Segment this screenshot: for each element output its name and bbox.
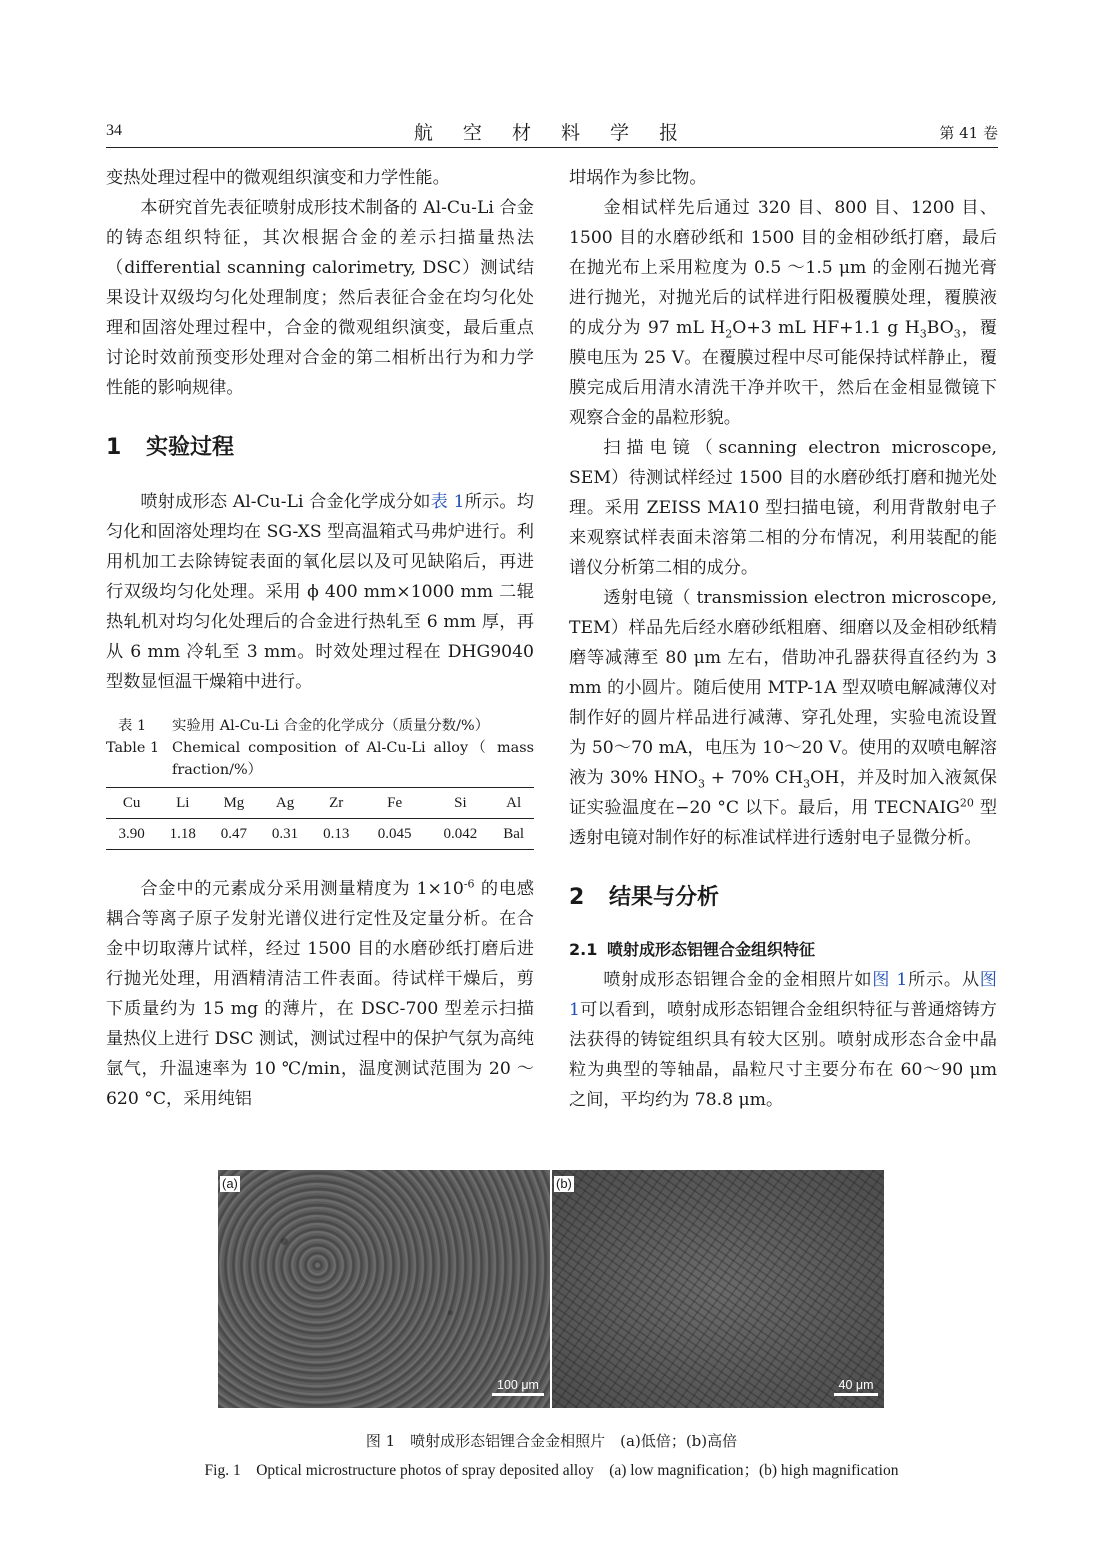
section-title: 结果与分析 [609,885,720,910]
scale-bar [492,1378,544,1396]
table-cell: 0.042 [443,826,478,842]
panel-label: (b) [556,1176,572,1191]
section-number: 2 [569,885,585,910]
table-header: Cu [122,795,141,811]
section-number: 1 [106,435,122,460]
running-header [106,118,998,148]
table-label-cn: 表 1 [118,718,147,734]
table-header: Zr [329,795,344,811]
scale-bar-label: 100 μm [497,1378,539,1392]
table-cell: 0.31 [271,826,299,842]
paragraph: 变热处理过程中的微观组织演变和力学性能。 [106,168,450,188]
subsection-heading-2-1 [569,935,997,965]
figure-1 [218,1170,884,1408]
scale-bar-line [492,1393,544,1396]
table-cell: Bal [503,826,525,842]
paragraph: 透射电镜（ transmission electron microscope, TEM）样品先后经水磨砂纸粗磨、细磨以及金相砂纸精磨等减薄至 80 μm 左右，借助冲孔器获得直径约为 3 mm 的小圆片。随后使用 MTP-1A 型双喷电解减薄仪对制作好的圆片样品进行减薄、穿孔处理，实验电流设置为 50～70 mA，电压为 10～20 V。使用的双喷电解溶液为 30% $HNO_3 + 70\%$ $CH_3OH$，并及时加入液氮保证实验温度在−20 °C 以下。最后，用 TECNAIG$^{20}$ 型透射电镜对制作好的标准试样进行透射电子显微分析。 [569,588,998,848]
table-header: Si [454,795,467,811]
paragraph: 合金中的元素成分采用测量精度为 $1\times 10^{-6}$ 的电感耦合等离子原子发射光谱仪进行定性及定量分析。在合金中切取薄片试样，经过 1500 目的水磨砂纸打磨后进行抛光处理，用酒精清洁工件表面。待试样干燥后，剪下质量约为 15 mg 的薄片，在 DSC-700 型差示扫描量热仪上进行 DSC 测试，测试过程中的保护气氛为高纯氩气，升温速率为 10 ℃/min，温度测试范围为 20 ～620 °C，采用纯铝 [106,877,535,1109]
section-title: 实验过程 [146,435,235,460]
table-cell: 0.13 [323,826,350,842]
table-cell: 1.18 [169,826,196,842]
table-cell: 0.045 [377,826,412,842]
page-number: 34 [106,122,122,139]
scale-bar [834,1378,878,1396]
table-header: Mg [223,795,245,811]
paragraph: 金相试样先后通过 320 目、800 目、1200 目、1500 目的水磨砂纸和 1500 目的金相砂纸打磨，最后在抛光布上采用粒度为 0.5 ～1.5 μm 的金刚石抛光膏进行抛光，对抛光后的试样进行阳极覆膜处理，覆膜液的成分为 97 mL $H_2O+3$ mL HF+1.1 g $H_3BO_3$，覆膜电压为 25 V。在覆膜过程中尽可能保持试样静止，覆膜完成后用清水清洗干净并吹干，然后在金相显微镜下观察合金的晶粒形貌。 [569,198,997,428]
paragraph: 喷射成形态 Al-Cu-Li 合金化学成分如表 1所示。均匀化和固溶处理均在 SG-XS 型高温箱式马弗炉进行。利用机加工去除铸锭表面的氧化层以及可见缺陷后，再进行双级均匀化处理。采用 ϕ 400 mm×1000 mm 二辊热轧机对均匀化处理后的合金进行热轧至 6 mm 厚，再从 6 mm 冷轧至 3 mm。时效处理过程在 DHG9040 型数显恒温干燥箱中进行。 [106,492,534,692]
table-header: Li [176,795,190,811]
figure-caption-cn: 图 1 喷射成形态铝锂合金金相照片 (a)低倍；(b)高倍 [365,1432,738,1450]
figure-caption-en: Fig. 1 Optical microstructure photos of spray deposited alloy (a) low magnification；(b) high magnification [204,1462,899,1479]
composition-table [106,787,534,850]
table-header-row [106,788,534,819]
figure-reference-link[interactable]: 图 1 [872,970,908,990]
subsection-title: 喷射成形态铝锂合金组织特征 [607,940,816,959]
left-column [106,163,534,1114]
paragraph: 本研究首先表征喷射成形技术制备的 Al-Cu-Li 合金的铸态组织特征，其次根据合金的差示扫描量热法（differential scanning calorimetry, DSC）测试结果设计双级均匀化处理制度；然后表征合金在均匀化处理和固溶处理过程中，合金的微观组织演变，最后重点讨论时效前预变形处理对合金的第二相析出行为和力学性能的影响规律。 [106,198,534,398]
table-label-en: Table 1 [106,740,160,756]
section-heading-1 [106,433,534,463]
paragraph: 坩埚作为参比物。 [569,168,707,188]
table-caption-en: Chemical composition of Al-Cu-Li alloy（ mass fraction/%） [172,740,534,778]
micrograph-low-magnification [218,1170,550,1408]
table-caption [106,715,534,781]
scale-bar-line [834,1393,878,1396]
figure-reference-link[interactable]: 图 1 [569,970,997,1020]
scale-bar-label: 40 μm [838,1378,874,1392]
paragraph: 扫描电镜（scanning electron microscope, SEM）待测试样经过 1500 目的水磨砂纸打磨和抛光处理。采用 ZEISS MA10 型扫描电镜，利用背散射电子来观察试样表面未溶第二相的分布情况，利用装配的能谱仪分析第二相的成分。 [569,438,997,578]
table-header: Fe [387,795,403,811]
volume-label: 第 41 卷 [939,124,998,142]
panel-label: (a) [222,1176,238,1191]
micrograph-high-magnification [552,1170,884,1408]
table-header: Al [506,795,522,811]
table-cell: 0.47 [220,826,248,842]
table-header: Ag [275,795,295,811]
table-row [106,819,534,850]
subsection-number: 2.1 [569,940,598,959]
journal-title: 航 空 材 料 学 报 [413,122,691,144]
right-column [569,163,997,1115]
paragraph: 喷射成形态铝锂合金的金相照片如图 1所示。从图 1可以看到，喷射成形态铝锂合金组织特征与普通熔铸方法获得的铸锭组织具有较大区别。喷射成形态合金中晶粒为典型的等轴晶，晶粒尺寸主要分布在 60～90 μm 之间，平均约为 78.8 μm。 [569,970,997,1110]
section-heading-2 [569,883,997,913]
table-caption-cn: 实验用 Al-Cu-Li 合金的化学成分（质量分数/%） [172,718,490,734]
table-cell: 3.90 [118,826,145,842]
table-reference-link[interactable]: 表 1 [430,492,465,512]
